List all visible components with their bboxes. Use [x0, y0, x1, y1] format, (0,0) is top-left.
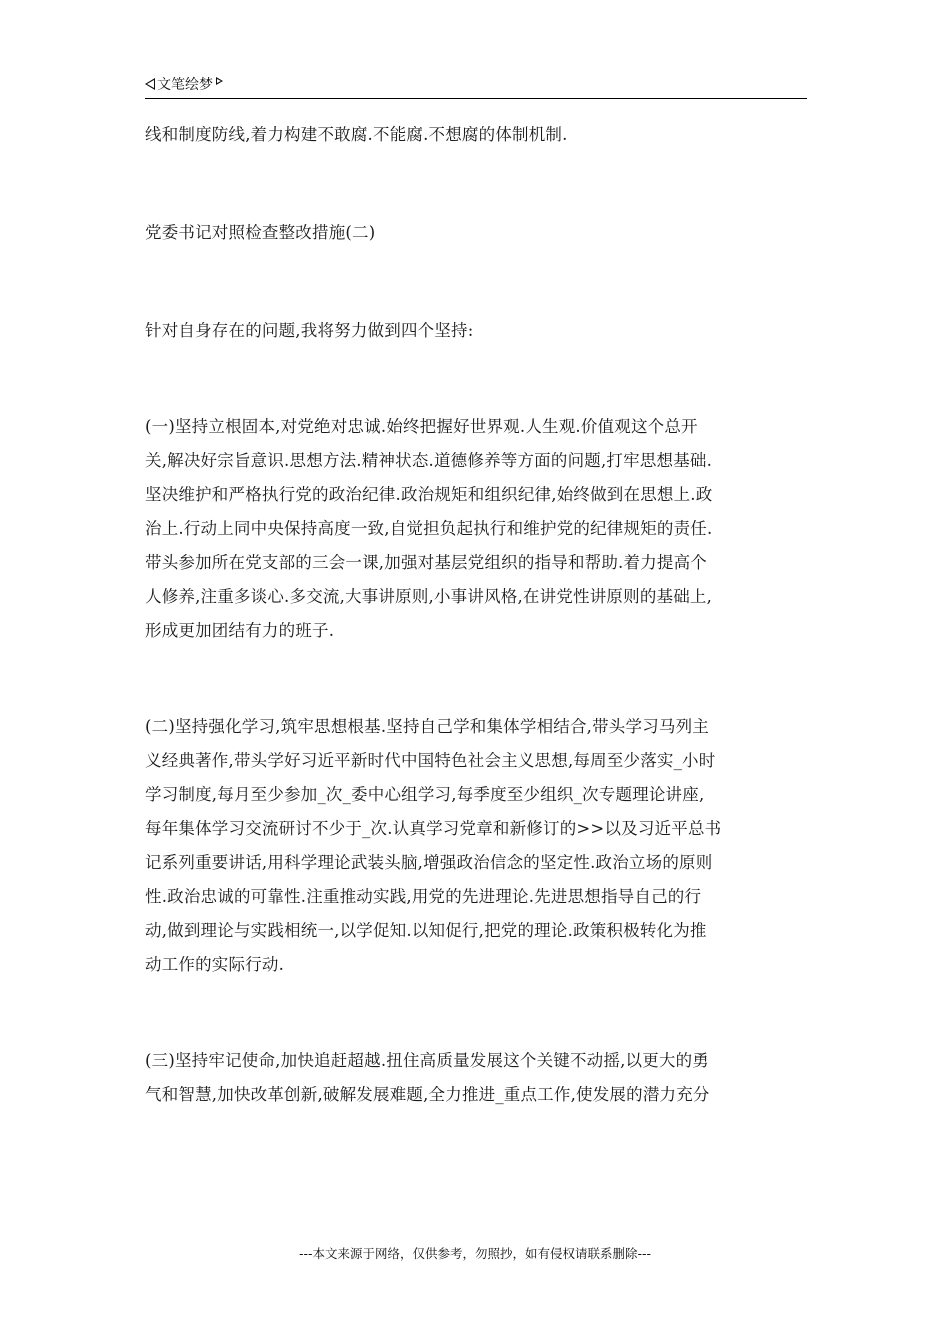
paragraph-line: (二)坚持强化学习,筑牢思想根基.坚持自己学和集体学相结合,带头学习马列主 [145, 717, 710, 736]
paragraph-line: 动,做到理论与实践相统一,以学促知.以知促行,把党的理论.政策积极转化为推 [145, 921, 707, 940]
brand-name: 文笔绘梦 [157, 77, 213, 93]
paragraph-line: 气和智慧,加快改革创新,破解发展难题,全力推进_重点工作,使发展的潜力充分 [145, 1085, 710, 1104]
paragraph-line: 学习制度,每月至少参加_次_委中心组学习,每季度至少组织_次专题理论讲座, [145, 785, 705, 804]
paragraph-line: 每年集体学习交流研讨不少于_次.认真学习党章和新修订的>>以及习近平总书 [145, 819, 722, 838]
document-body [145, 118, 813, 1112]
paragraph-line: 带头参加所在党支部的三会一课,加强对基层党组织的指导和帮助.着力提高个 [145, 553, 707, 572]
brand-logo [145, 74, 223, 94]
page-header [145, 72, 807, 99]
paragraph-line: (一)坚持立根固本,对党绝对忠诚.始终把握好世界观.人生观.价值观这个总开 [145, 417, 698, 436]
paragraph-line: 关,解决好宗旨意识.思想方法.精神状态.道德修养等方面的问题,打牢思想基础. [145, 451, 713, 470]
paragraph-line: 记系列重要讲话,用科学理论武装头脑,增强政治信念的坚定性.政治立场的原则 [145, 853, 713, 872]
page-footer-disclaimer: ---本文来源于网络，仅供参考，勿照抄，如有侵权请联系删除--- [298, 1246, 652, 1261]
paragraph-line: 人修养,注重多谈心.多交流,大事讲原则,小事讲风格,在讲党性讲原则的基础上, [145, 587, 713, 606]
paragraph-line: 义经典著作,带头学好习近平新时代中国特色社会主义思想,每周至少落实_小时 [145, 751, 716, 770]
paragraph-line: 坚决维护和严格执行党的政治纪律.政治规矩和组织纪律,始终做到在思想上.政 [145, 485, 713, 504]
paragraph-line: 治上.行动上同中央保持高度一致,自觉担负起执行和维护党的纪律规矩的责任. [145, 519, 713, 538]
triangle-left-icon [145, 78, 155, 90]
section-title: 党委书记对照检查整改措施(二) [145, 223, 376, 242]
intro-line: 针对自身存在的问题,我将努力做到四个坚持: [145, 321, 474, 340]
paragraph-line: 性.政治忠诚的可靠性.注重推动实践,用党的先进理论.先进思想指导自己的行 [145, 887, 702, 906]
paragraph-three [145, 1044, 813, 1112]
paragraph-line: 线和制度防线,着力构建不敢腐.不能腐.不想腐的体制机制. [145, 125, 568, 144]
paragraph-one [145, 410, 813, 648]
paragraph-two [145, 710, 813, 982]
paragraph-line: (三)坚持牢记使命,加快追赶超越.扭住高质量发展这个关键不动摇,以更大的勇 [145, 1051, 710, 1070]
paragraph-line: 动工作的实际行动. [145, 955, 285, 974]
paragraph-line: 形成更加团结有力的班子. [145, 621, 335, 640]
triangle-right-icon [216, 77, 223, 85]
